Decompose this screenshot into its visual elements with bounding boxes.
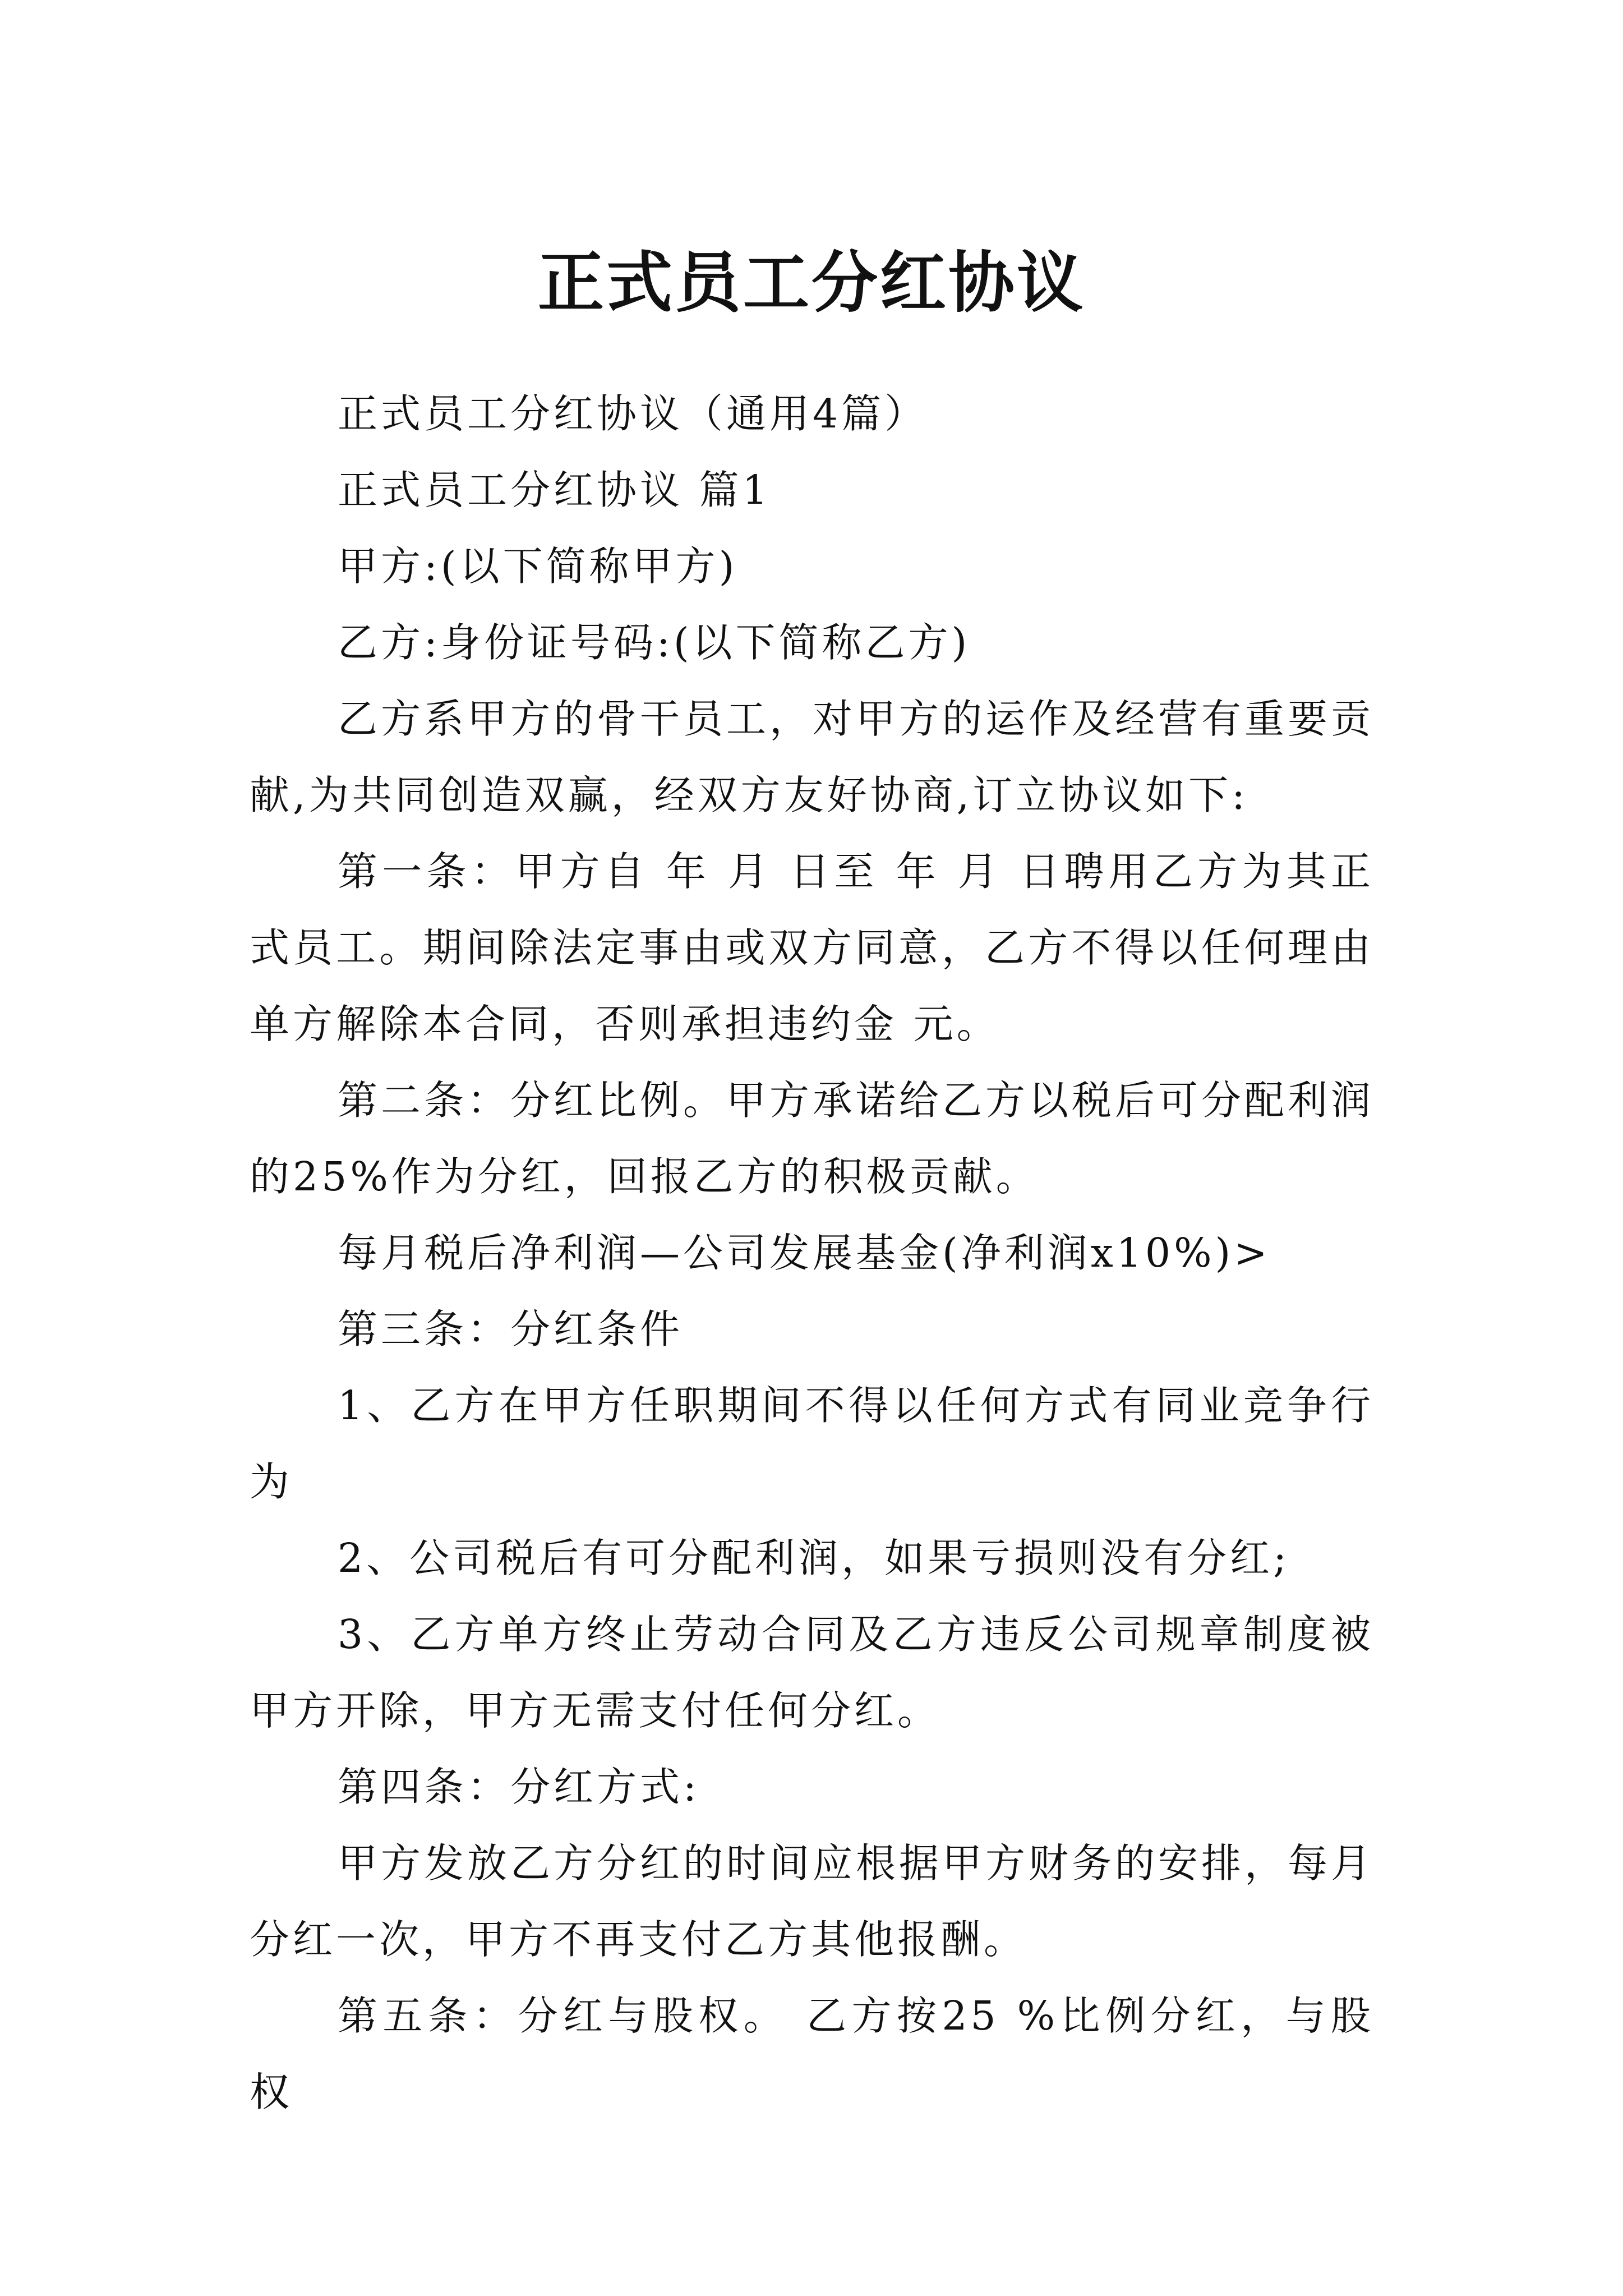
paragraph-formula: 每月税后净利润—公司发展基金(净利润x10%)> (338, 1230, 1271, 1276)
paragraph-condition-2: 2、公司税后有可分配利润，如果亏损则没有分红; (338, 1535, 1290, 1581)
document-title: 正式员工分红协议 (537, 243, 1085, 322)
paragraph-article-4: 第四条：分红方式: (338, 1764, 700, 1810)
paragraph-article-2: 第二条：分红比例。甲方承诺给乙方以税后可分配利润的25%作为分红，回报乙方的积极贡献。 (250, 1077, 1375, 1200)
document-body (250, 376, 1374, 2131)
paragraph-article-3: 第三条：分红条件 (338, 1306, 684, 1352)
paragraph-condition-1: 1、乙方在甲方任职期间不得以任何方式有同业竞争行为 (250, 1382, 1374, 1505)
paragraph-heading-part1: 正式员工分红协议 篇1 (338, 467, 771, 513)
paragraph-heading-general: 正式员工分红协议（通用4篇） (338, 390, 928, 437)
paragraph-preamble: 乙方系甲方的骨干员工，对甲方的运作及经营有重要贡献,为共同创造双赢，经双方友好协商,订立协议如下: (250, 696, 1375, 818)
paragraph-condition-3: 3、乙方单方终止劳动合同及乙方违反公司规章制度被甲方开除，甲方无需支付任何分红。 (250, 1611, 1374, 1734)
paragraph-article-1: 第一条：甲方自 年 月 日至 年 月 日聘用乙方为其正式员工。期间除法定事由或双方同意，乙方不得以任何理由单方解除本合同，否则承担违约金 元。 (250, 848, 1374, 1047)
paragraph-article-5: 第五条：分红与股权。 乙方按25 %比例分红，与股权 (250, 1993, 1374, 2115)
paragraph-payment-method: 甲方发放乙方分红的时间应根据甲方财务的安排，每月分红一次，甲方不再支付乙方其他报酬。 (250, 1840, 1375, 1963)
paragraph-party-a: 甲方:(以下简称甲方) (338, 543, 738, 590)
paragraph-party-b: 乙方:身份证号码:(以下简称乙方) (338, 619, 971, 666)
